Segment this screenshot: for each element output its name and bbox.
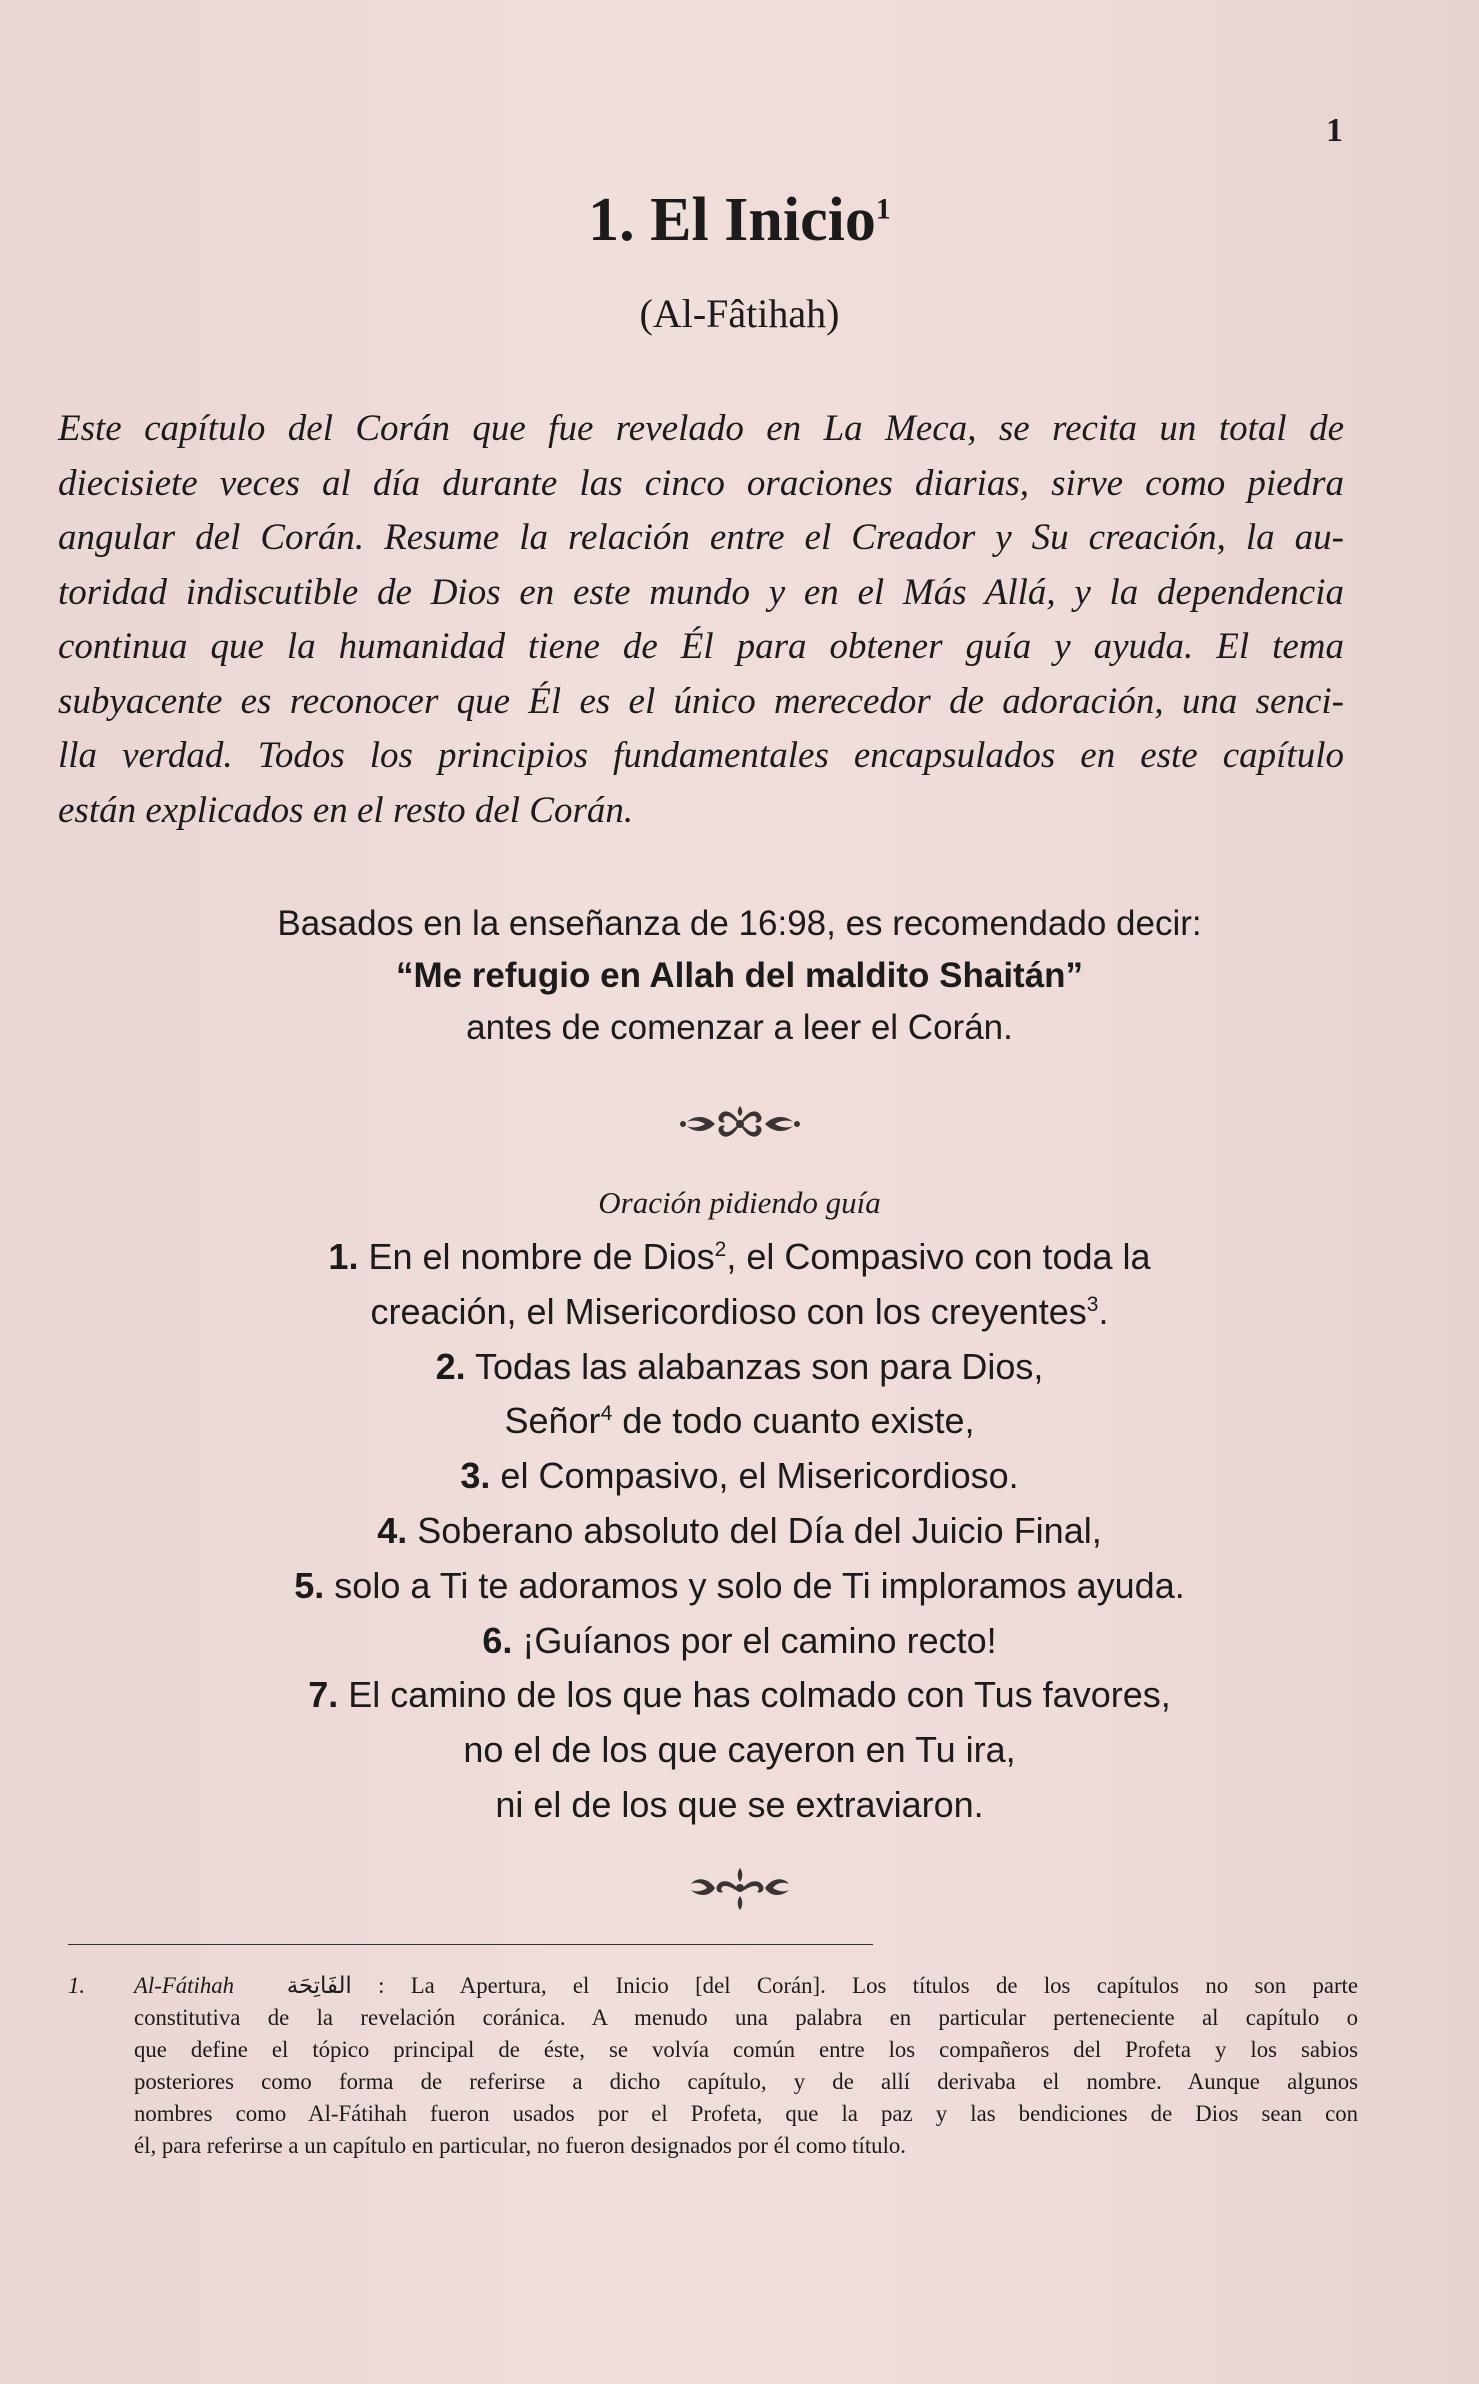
intro-line: toridad indiscutible de Dios en este mundo y en el Más Allá, y la dependencia [58, 571, 1344, 613]
footnote-line: constitutiva de la revelación coránica. A menudo una palabra en particular perteneciente al capítulo o [134, 2005, 1358, 2030]
verse-number: 4. [377, 1509, 408, 1551]
intro-line: lla verdad. Todos los principios fundamentales encapsulados en este capítulo [58, 735, 1344, 776]
prayer-heading: Oración pidiendo guía [598, 1185, 881, 1220]
verse-text: El camino de los que has colmado con Tus favores, [338, 1674, 1171, 1716]
chapter-subtitle: (Al-Fâtihah) [639, 291, 840, 336]
verse-text: solo a Ti te adoramos y solo de Ti imploramos ayuda. [324, 1564, 1185, 1606]
verse-line [0, 1723, 1479, 1778]
verse-text: ¡Guíanos por el camino recto! [512, 1619, 997, 1661]
chapter-title-text: 1. El Inicio [588, 186, 876, 254]
verse-line [0, 1449, 1479, 1504]
verse-line [0, 1614, 1479, 1669]
chapter-introduction [58, 402, 1344, 838]
flourish-icon [675, 1100, 805, 1148]
verse-number: 2. [435, 1345, 466, 1387]
footnote-text: : La Apertura, el Inicio [del Corán]. Los títulos de los capítulos no son parte [378, 1973, 1359, 1998]
verse-number: 3. [460, 1455, 491, 1497]
verse-text: ni el de los que se extraviaron. [495, 1783, 984, 1825]
footnote-line [134, 1970, 1358, 2002]
intro-line: continua que la humanidad tiene de Él para obtener guía y ayuda. El tema [58, 626, 1344, 667]
footnote-line: él, para referirse a un capítulo en particular, no fueron designados por él como título. [134, 2133, 906, 2158]
footnote [68, 1970, 1358, 2162]
footnote-separator [68, 1944, 873, 1945]
footnote-line: que define el tópico principal de éste, se volvía común entre los compañeros del Profeta y los sabios [134, 2037, 1358, 2062]
verse-text: , el Compasivo con toda la [726, 1236, 1151, 1277]
intro-line: angular del Corán. Resume la relación entre el Creador y Su creación, la au- [58, 517, 1344, 558]
title-footnote-marker: 1 [875, 192, 891, 226]
flourish-icon [685, 1862, 795, 1912]
ornament-divider-icon [0, 1862, 1479, 1917]
verse-text: creación, el Misericordioso con los creyentes [370, 1290, 1087, 1332]
verse-text: de todo cuanto existe, [612, 1400, 975, 1442]
verse-text: Señor [504, 1400, 601, 1442]
verse-line [0, 1394, 1479, 1449]
verse-line [0, 1504, 1479, 1559]
verse-number: 6. [482, 1619, 513, 1661]
refuge-line-3: antes de comenzar a leer el Corán. [466, 1008, 1013, 1047]
intro-line: diecisiete veces al día durante las cinco oraciones diarias, sirve como piedra [58, 462, 1344, 504]
verses-block [0, 1230, 1479, 1833]
verse-line [0, 1778, 1479, 1833]
verse-line [0, 1285, 1479, 1340]
page-number: 1 [1326, 112, 1343, 149]
verse-text: Soberano absoluto del Día del Juicio Final, [407, 1509, 1102, 1551]
footnote-number: 1. [68, 1973, 86, 1998]
chapter-title [0, 185, 1479, 256]
verse-number: 7. [308, 1674, 339, 1716]
intro-line: Este capítulo del Corán que fue revelado en La Meca, se recita un total de [58, 408, 1344, 449]
footnote-marker: 2 [714, 1238, 727, 1261]
ornament-divider-icon [0, 1100, 1479, 1153]
verse-line [0, 1230, 1479, 1285]
refuge-phrase: “Me refugio en Allah del maldito Shaitán” [395, 956, 1084, 995]
footnote-line: nombres como Al-Fátihah fueron usados por el Profeta, que la paz y las bendiciones de Dios sean con [134, 2101, 1358, 2126]
intro-line: están explicados en el resto del Corán. [58, 789, 634, 831]
verse-text: el Compasivo, el Misericordioso. [490, 1455, 1019, 1497]
footnote-marker: 3 [1086, 1292, 1099, 1316]
verse-number: 1. [328, 1236, 359, 1277]
verse-text: no el de los que cayeron en Tu ira, [463, 1729, 1016, 1771]
verse-line [0, 1559, 1479, 1614]
verse-line [0, 1668, 1479, 1723]
footnote-line: posteriores como forma de referirse a dicho capítulo, y de allí derivaba el nombre. Aunque algunos [134, 2069, 1358, 2094]
verse-text: Todas las alabanzas son para Dios, [465, 1345, 1044, 1387]
footnote-term: Al-Fátihah [134, 1973, 235, 1998]
intro-line: subyacente es reconocer que Él es el único merecedor de adoración, una senci- [58, 680, 1344, 722]
verse-text: . [1098, 1290, 1109, 1332]
verse-text: En el nombre de Dios [358, 1236, 715, 1277]
verse-number: 5. [294, 1564, 325, 1606]
verse-line [0, 1340, 1479, 1395]
footnote-marker: 4 [600, 1402, 613, 1426]
footnote-body [134, 1970, 1358, 2162]
refuge-line-1: Basados en la enseñanza de 16:98, es recomendado decir: [277, 904, 1202, 943]
footnote-arabic: الفَاتِحَة [286, 1973, 352, 1998]
refuge-recommendation [0, 898, 1479, 1054]
